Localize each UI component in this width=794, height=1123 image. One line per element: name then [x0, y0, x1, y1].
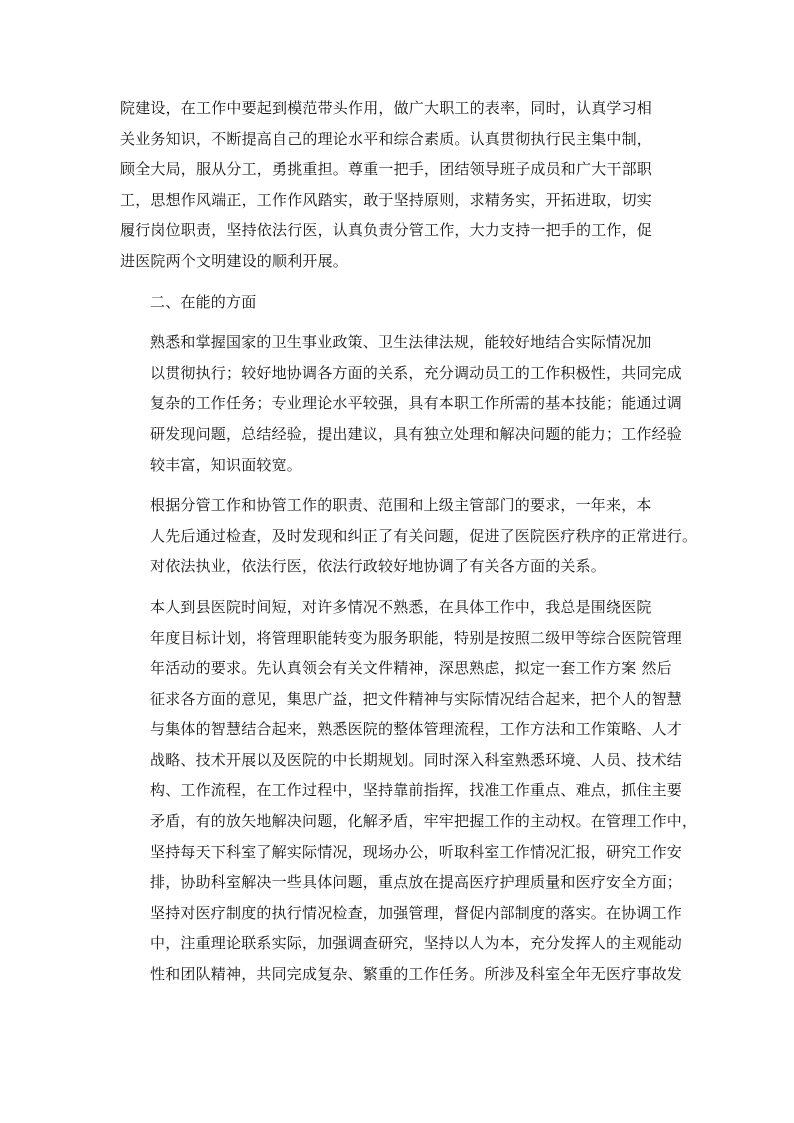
- text-line: 构、工作流程，在工作过程中，坚持靠前指挥，找准工作重点、难点，抓住主要: [150, 781, 683, 800]
- text-line: 根据分管工作和协管工作的职责、范围和上级主管部门的要求，一年来，本: [150, 496, 652, 515]
- text-line: 年度目标计划，将管理职能转变为服务职能，特别是按照二级甲等综合医院管理: [150, 628, 683, 647]
- text-line: 对依法执业，依法行医，依法行政较好地协调了有关各方面的关系。: [150, 557, 607, 576]
- text-line: 二、在能的方面: [150, 292, 257, 311]
- text-line: 坚持每天下科室了解实际情况，现场办公，听取科室工作情况汇报，研究工作安: [150, 842, 683, 861]
- paragraph: [120, 490, 698, 582]
- text-line: 排，协助科室解决一些具体问题，重点放在提高医疗护理质量和医疗安全方面；: [150, 873, 683, 892]
- text-line: 中，注重理论联系实际，加强调查研究，坚持以人为本，充分发挥人的主观能动: [150, 934, 683, 953]
- text-line: 顾全大局，服从分工，勇挑重担。尊重一把手，团结领导班子成员和广大干部职: [120, 160, 653, 179]
- text-line: 进医院两个文明建设的顺利开展。: [120, 251, 349, 270]
- text-line: 以贯彻执行；较好地协调各方面的关系，充分调动员工的工作积极性，共同完成: [150, 363, 683, 382]
- paragraph: [120, 93, 680, 277]
- text-line: 年活动的要求。先认真领会有关文件精神，深思熟虑，拟定一套工作方案 然后: [150, 659, 672, 678]
- text-line: 征求各方面的意见，集思广益，把文件精神与实际情况结合起来，把个人的智慧: [150, 689, 683, 708]
- text-line: 矛盾，有的放矢地解决问题，化解矛盾，牢牢把握工作的主动权。在管理工作中，: [150, 812, 698, 831]
- text-line: 院建设，在工作中要起到模范带头作用，做广大职工的表率，同时，认真学习相: [120, 99, 653, 117]
- text-line: 复杂的工作任务；专业理论水平较强，具有本职工作所需的基本技能；能通过调: [150, 394, 683, 413]
- text-line: 与集体的智慧结合起来，熟悉医院的整体管理流程，工作方法和工作策略、人才: [150, 720, 683, 739]
- text-line: 人先后通过检查，及时发现和纠正了有关问题，促进了医院医疗秩序的正常进行。: [150, 526, 698, 545]
- text-line: 较丰富，知识面较宽。: [150, 455, 303, 474]
- text-line: 工，思想作风端正，工作作风踏实，敢于坚持原则，求精务实，开拓进取，切实: [120, 190, 653, 209]
- paragraph: [120, 592, 698, 990]
- paragraph: [120, 287, 680, 318]
- text-line: 履行岗位职责，坚持依法行医，认真负责分管工作，大力支持一把手的工作，促: [120, 221, 653, 240]
- text-line: 熟悉和掌握国家的卫生事业政策、卫生法律法规，能较好地结合实际情况加: [150, 333, 652, 352]
- paragraph: [120, 327, 683, 480]
- text-line: 本人到县医院时间短，对许多情况不熟悉，在具体工作中，我总是围绕医院: [150, 597, 652, 616]
- text-line: 关业务知识，不断提高自己的理论水平和综合素质。认真贯彻执行民主集中制，: [120, 129, 653, 148]
- text-line: 坚持对医疗制度的执行情况检查，加强管理，督促内部制度的落实。在协调工作: [150, 903, 683, 922]
- text-line: 战略、技术开展以及医院的中长期规划。同时深入科室熟悉环境、人员、技术结: [150, 750, 683, 769]
- body-text: [120, 93, 698, 990]
- text-line: 研发现问题，总结经验，提出建议，具有独立处理和解决问题的能力；工作经验: [150, 424, 683, 443]
- text-line: 性和团队精神，共同完成复杂、繁重的工作任务。所涉及科室全年无医疗事故发: [150, 965, 683, 984]
